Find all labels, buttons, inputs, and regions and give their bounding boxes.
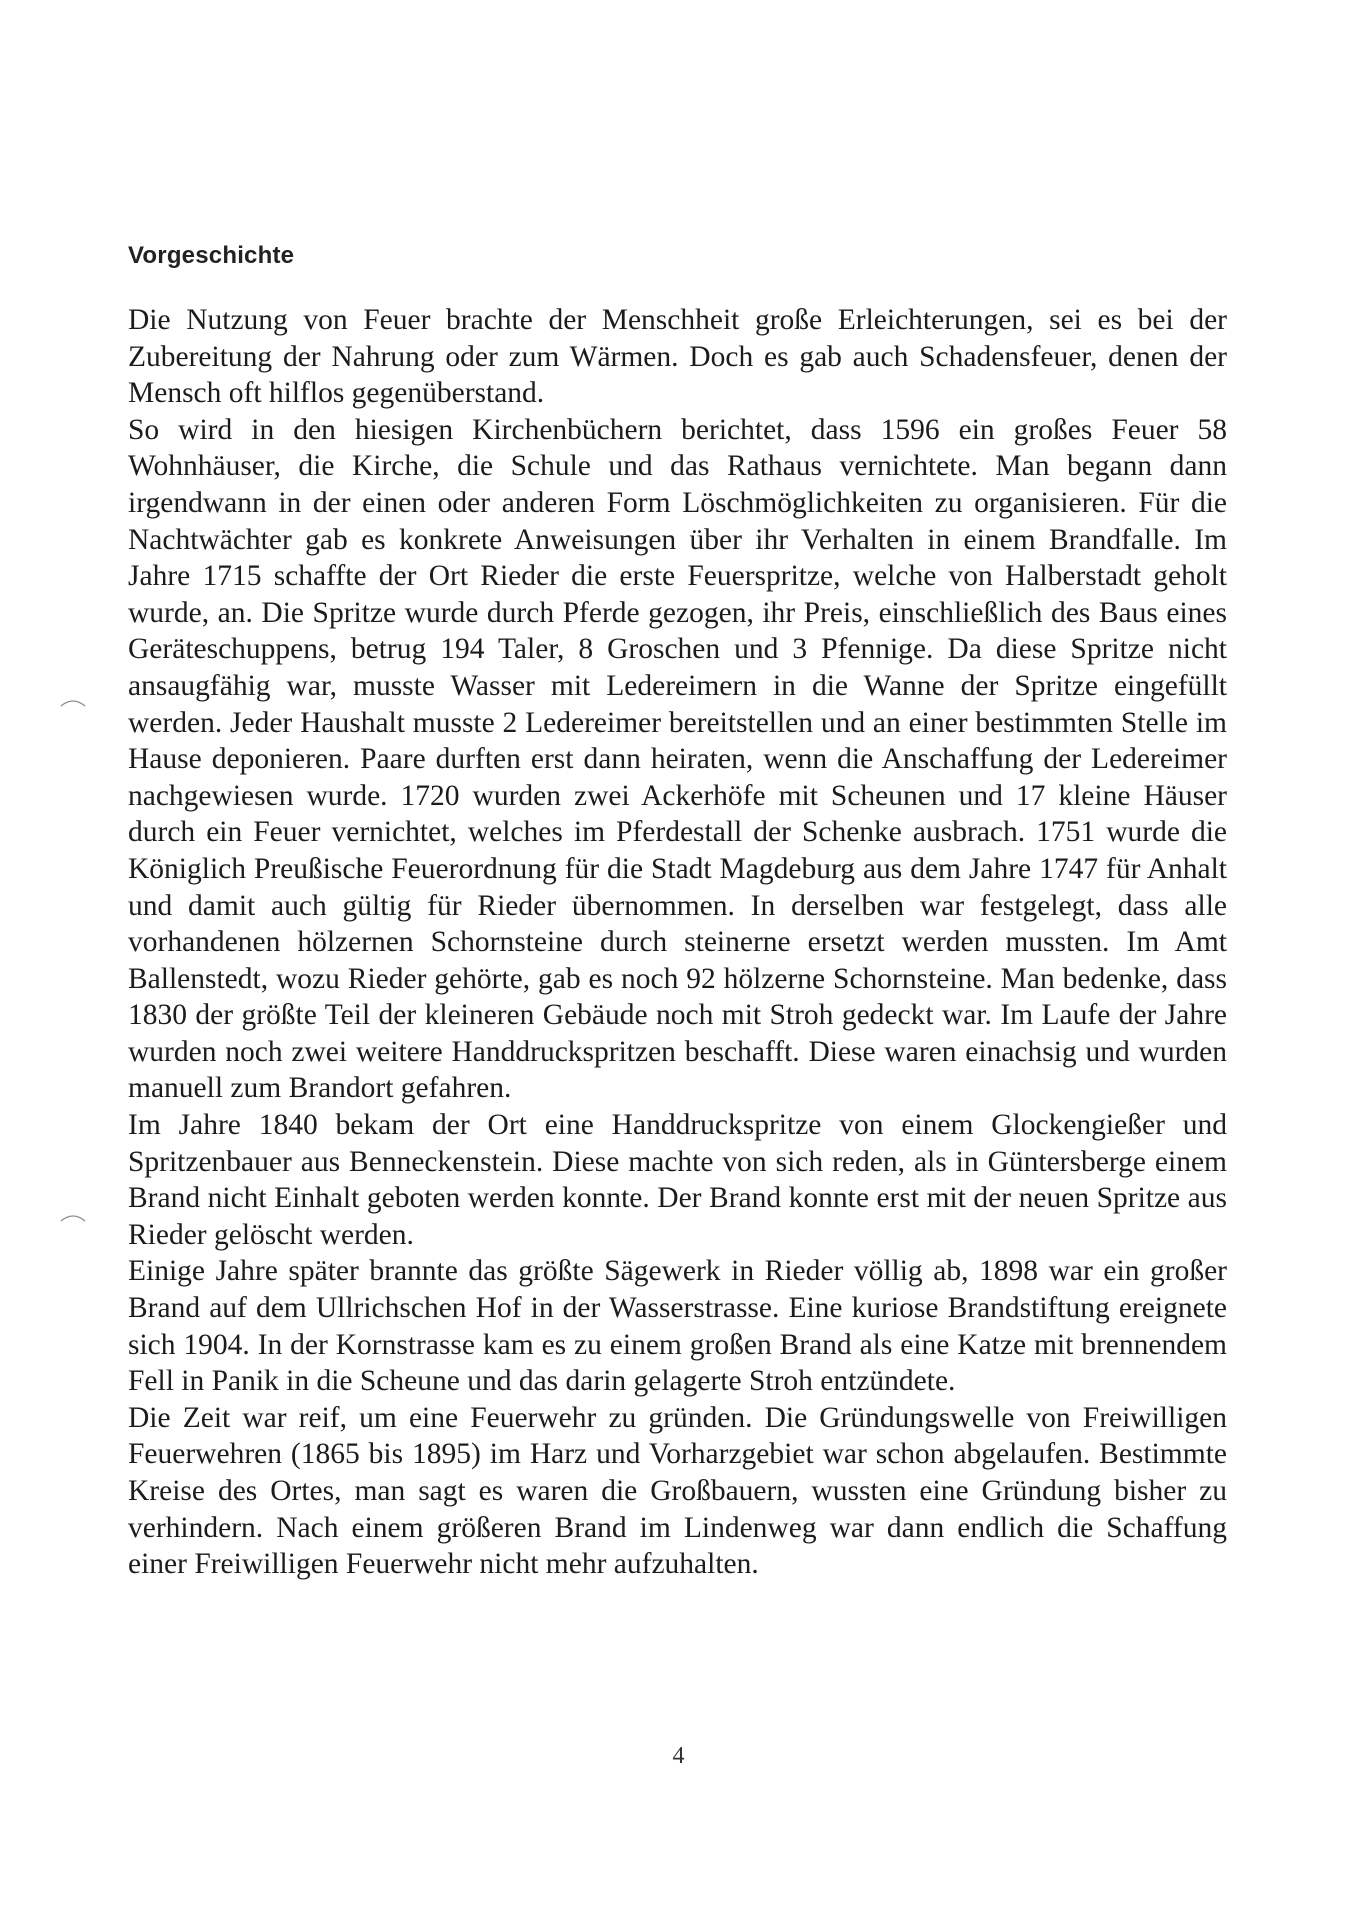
paragraph-1840-pump: Im Jahre 1840 bekam der Ort eine Handdruckspritze von einem Glockengießer und Spritzenbauer aus Benneckenstein. Diese machte von sich reden, als in Güntersberge einem Brand nicht Einhalt geboten werden konnte. Der Brand konnte erst mit der neuen Spritze aus Rieder gelöscht werden. <box>128 1109 1227 1251</box>
paragraph-early-history: So wird in den hiesigen Kirchenbüchern berichtet, dass 1596 ein großes Feuer 58 Wohnhäuser, die Kirche, die Schule und das Rathaus vernichtete. Man begann dann irgendwann in der einen oder anderen Form Löschmöglichkeiten zu organisieren. Für die Nachtwächter gab es konkrete Anweisungen über ihr Verhalten in einem Brandfalle. Im Jahre 1715 schaffte der Ort Rieder die erste Feuerspritze, welche von Halberstadt geholt wurde, an. Die Spritze wurde durch Pferde gezogen, ihr Preis, einschließlich des Baus eines Geräteschuppens, betrug 194 Taler, 8 Groschen und 3 Pfennige. Da diese Spritze nicht ansaugfähig war, musste Wasser mit Ledereimern in die Wanne der Spritze eingefüllt werden. Jeder Haushalt musste 2 Ledereimer bereitstellen und an einer bestimmten Stelle im Hause deponieren. Paare durften erst dann heiraten, wenn die Anschaffung der Ledereimer nachgewiesen wurde. 1720 wurden zwei Ackerhöfe mit Scheunen und 17 kleine Häuser durch ein Feuer vernichtet, welches im Pferdestall der Schenke ausbrach. 1751 wurde die Königlich Preußische Feuerordnung für die Stadt Magdeburg aus dem Jahre 1747 für Anhalt und damit auch gültig für Rieder übernommen. In derselben war festgelegt, dass alle vorhandenen hölzernen Schornsteine durch steinerne ersetzt werden mussten. Im Amt Ballenstedt, wozu Rieder gehörte, gab es noch 92 hölzerne Schornsteine. Man bedenke, dass 1830 der größte Teil der kleineren Gebäude noch mit Stroh gedeckt war. Im Laufe der Jahre wurden noch zwei weitere Handdruckspritzen beschafft. Diese waren einachsig und wurden manuell zum Brandort gefahren. <box>128 413 1227 1105</box>
paragraph-founding: Die Zeit war reif, um eine Feuerwehr zu gründen. Die Gründungswelle von Freiwilligen Feuerwehren (1865 bis 1895) im Harz und Vorharzgebiet war schon abgelaufen. Bestimmte Kreise des Ortes, man sagt es waren die Großbauern, wussten eine Gründung bisher zu verhindern. Nach einem größeren Brand im Lindenweg war dann endlich die Schaffung einer Freiwilligen Feuerwehr nicht mehr aufzuhalten. <box>128 1401 1227 1581</box>
section-heading: Vorgeschichte <box>128 242 295 269</box>
paragraph-later-fires: Einige Jahre später brannte das größte Sägewerk in Rieder völlig ab, 1898 war ein großer Brand auf dem Ullrichschen Hof in der Wasserstrasse. Eine kuriose Brandstiftung ereignete sich 1904. In der Kornstrasse kam es zu einem großen Brand als eine Katze mit brennendem Fell in Panik in die Scheune und das darin gelagerte Stroh entzündete. <box>128 1255 1227 1398</box>
page-number: 4 <box>672 1743 685 1769</box>
punch-hole-mark <box>60 1212 86 1222</box>
body-text <box>128 302 1227 1583</box>
paragraph-introduction: Die Nutzung von Feuer brachte der Menschheit große Erleichterungen, sei es bei der Zubereitung der Nahrung oder zum Wärmen. Doch es gab auch Schadensfeuer, denen der Mensch oft hilflos gegenüberstand. <box>128 304 1227 410</box>
punch-hole-mark <box>60 697 86 707</box>
